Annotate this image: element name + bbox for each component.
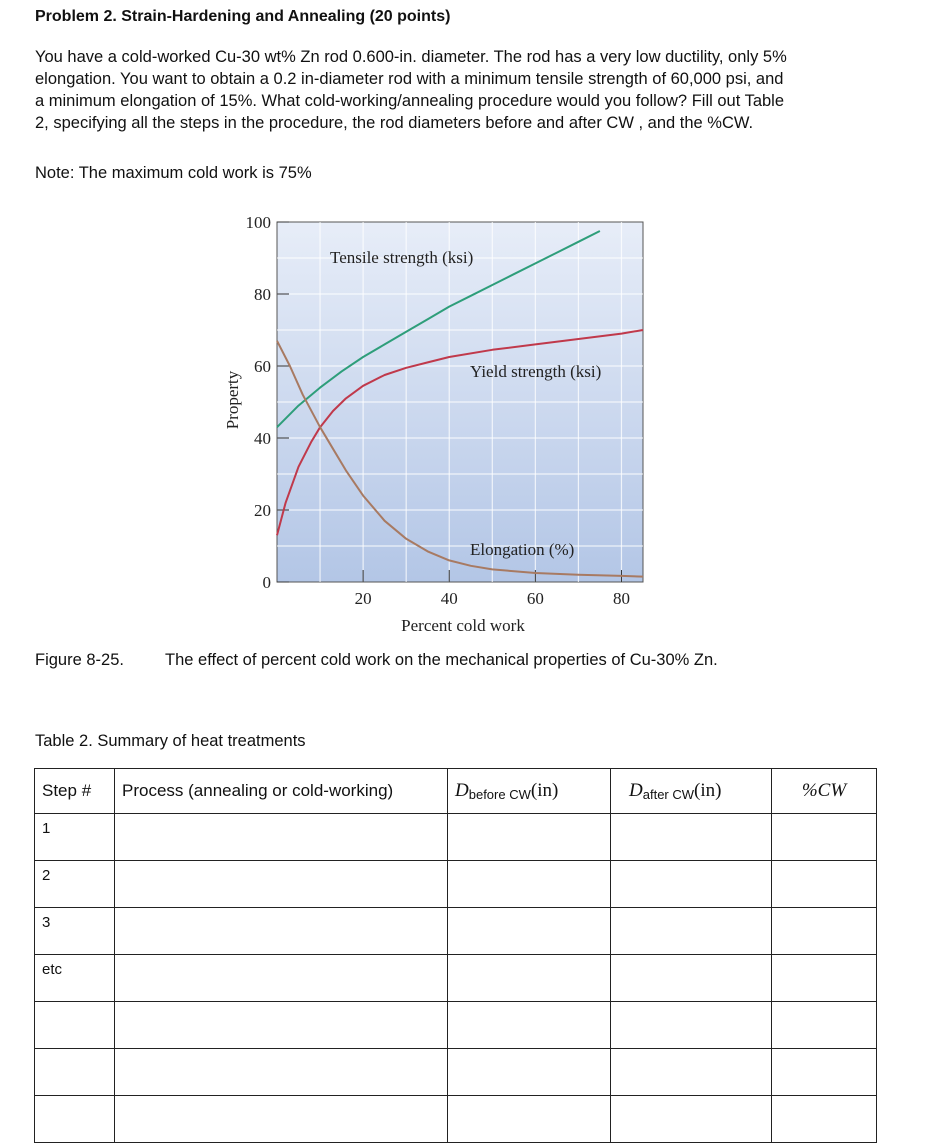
- y-tick-label: 60: [254, 357, 271, 376]
- d-after-cell[interactable]: [611, 908, 772, 955]
- header-pct-cw: %CW: [772, 769, 877, 814]
- x-tick-label: 20: [354, 589, 372, 608]
- table-header-row: [35, 769, 877, 814]
- table-row: [35, 1002, 877, 1049]
- d-before-cell[interactable]: [448, 861, 611, 908]
- process-cell[interactable]: [115, 814, 448, 861]
- table-row: [35, 955, 877, 1002]
- series-label-elongation: Elongation (%): [470, 540, 575, 559]
- header-d-before: $D_{before CW}(in)$: [448, 769, 611, 814]
- y-tick-label: 0: [262, 573, 271, 592]
- problem-statement: [35, 46, 895, 134]
- y-tick-label: 20: [254, 501, 271, 520]
- x-tick-label: 60: [526, 589, 544, 608]
- step-cell: etc: [35, 955, 115, 1002]
- y-tick-label: 40: [254, 429, 271, 448]
- d-before-cell[interactable]: [448, 955, 611, 1002]
- statement-line: You have a cold-worked Cu-30 wt% Zn rod 0.600-in. diameter. The rod has a very low ductility, only 5%: [35, 48, 787, 66]
- d-after-cell[interactable]: [611, 1002, 772, 1049]
- figure-caption: The effect of percent cold work on the mechanical properties of Cu-30% Zn.: [165, 651, 718, 669]
- process-cell[interactable]: [115, 955, 448, 1002]
- y-axis-title: Property: [223, 370, 242, 430]
- step-cell: [35, 1049, 115, 1096]
- note: Note: The maximum cold work is 75%: [35, 164, 312, 182]
- problem-title: Problem 2. Strain-Hardening and Annealing (20 points): [35, 8, 451, 25]
- process-cell[interactable]: [115, 861, 448, 908]
- table-row: [35, 1096, 877, 1143]
- d-before-cell[interactable]: [448, 1049, 611, 1096]
- d-before-cell[interactable]: [448, 814, 611, 861]
- table-row: [35, 861, 877, 908]
- step-cell: [35, 1002, 115, 1049]
- step-cell: 2: [35, 861, 115, 908]
- statement-line: elongation. You want to obtain a 0.2 in-diameter rod with a minimum tensile strength of 60,000 psi, and: [35, 70, 784, 88]
- statement-line: 2, specifying all the steps in the procedure, the rod diameters before and after CW , and the %CW.: [35, 114, 754, 132]
- pct-cw-cell[interactable]: [772, 1002, 877, 1049]
- step-cell: 1: [35, 814, 115, 861]
- figure-number: Figure 8-25.: [35, 651, 124, 669]
- d-after-cell[interactable]: [611, 955, 772, 1002]
- process-cell[interactable]: [115, 1096, 448, 1143]
- y-tick-label: 80: [254, 285, 271, 304]
- table-row: [35, 908, 877, 955]
- property-chart: [0, 205, 946, 645]
- heat-treatment-table: [34, 768, 877, 1143]
- process-cell[interactable]: [115, 1002, 448, 1049]
- series-label-yield: Yield strength (ksi): [470, 362, 602, 381]
- x-tick-label: 80: [612, 589, 630, 608]
- x-tick-label: 40: [440, 589, 458, 608]
- d-before-cell[interactable]: [448, 1002, 611, 1049]
- pct-cw-cell[interactable]: [772, 955, 877, 1002]
- process-cell[interactable]: [115, 1049, 448, 1096]
- pct-cw-cell[interactable]: [772, 861, 877, 908]
- header-step: Step #: [35, 769, 115, 814]
- d-after-cell[interactable]: [611, 1049, 772, 1096]
- d-after-cell[interactable]: [611, 861, 772, 908]
- series-label-tensile: Tensile strength (ksi): [330, 248, 474, 267]
- header-process: Process (annealing or cold-working): [115, 769, 448, 814]
- statement-line: a minimum elongation of 15%. What cold-working/annealing procedure would you follow? Fill out Table: [35, 92, 785, 110]
- pct-cw-cell[interactable]: [772, 1049, 877, 1096]
- table-row: [35, 1049, 877, 1096]
- d-after-cell[interactable]: [611, 814, 772, 861]
- d-before-cell[interactable]: [448, 1096, 611, 1143]
- pct-cw-cell[interactable]: [772, 1096, 877, 1143]
- process-cell[interactable]: [115, 908, 448, 955]
- pct-cw-cell[interactable]: [772, 814, 877, 861]
- d-after-cell[interactable]: [611, 1096, 772, 1143]
- header-d-after: $D_{after CW}(in)$: [611, 769, 772, 814]
- x-axis-title: Percent cold work: [401, 616, 525, 635]
- y-tick-label: 100: [245, 213, 271, 232]
- d-before-cell[interactable]: [448, 908, 611, 955]
- table-caption: Table 2. Summary of heat treatments: [35, 732, 306, 750]
- step-cell: [35, 1096, 115, 1143]
- pct-cw-cell[interactable]: [772, 908, 877, 955]
- step-cell: 3: [35, 908, 115, 955]
- table-row: [35, 814, 877, 861]
